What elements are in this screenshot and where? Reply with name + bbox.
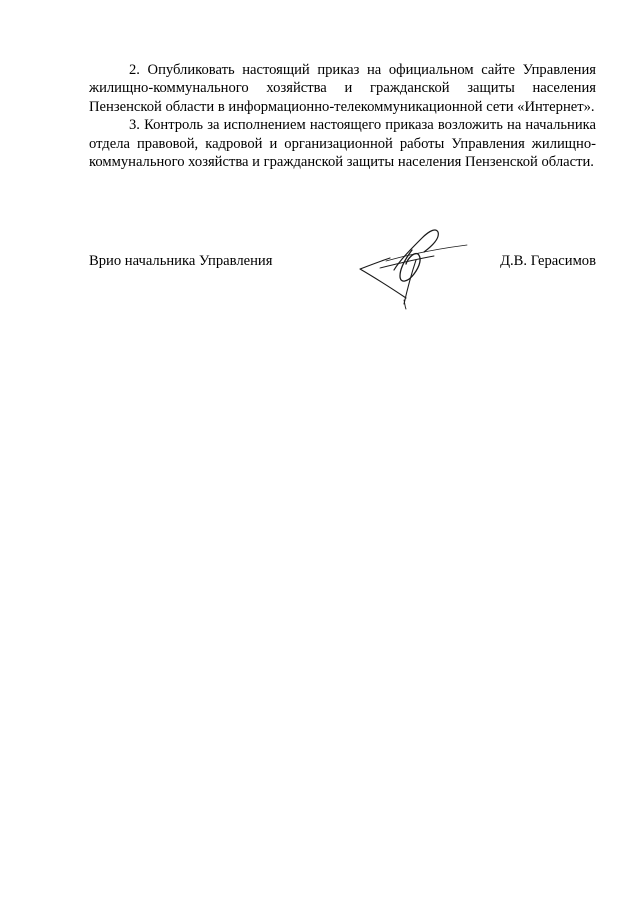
signer-name: Д.В. Герасимов <box>500 253 596 269</box>
signature-block <box>89 252 596 272</box>
document-body <box>89 61 596 171</box>
handwritten-signature-icon <box>356 224 468 310</box>
paragraph-publish: 2. Опубликовать настоящий приказ на официальном сайте Управления жилищно-коммунального хозяйства и гражданской защиты населения Пензенской области в информационно-телекоммуникационной сети «Интернет». <box>89 62 596 115</box>
paragraph-control: 3. Контроль за исполнением настоящего приказа возложить на начальника отдела правовой, кадровой и организационной работы Управления жилищно-коммунального хозяйства и гражданской защиты населения Пензенской области. <box>89 117 596 171</box>
signer-position: Врио начальника Управления <box>89 253 273 269</box>
